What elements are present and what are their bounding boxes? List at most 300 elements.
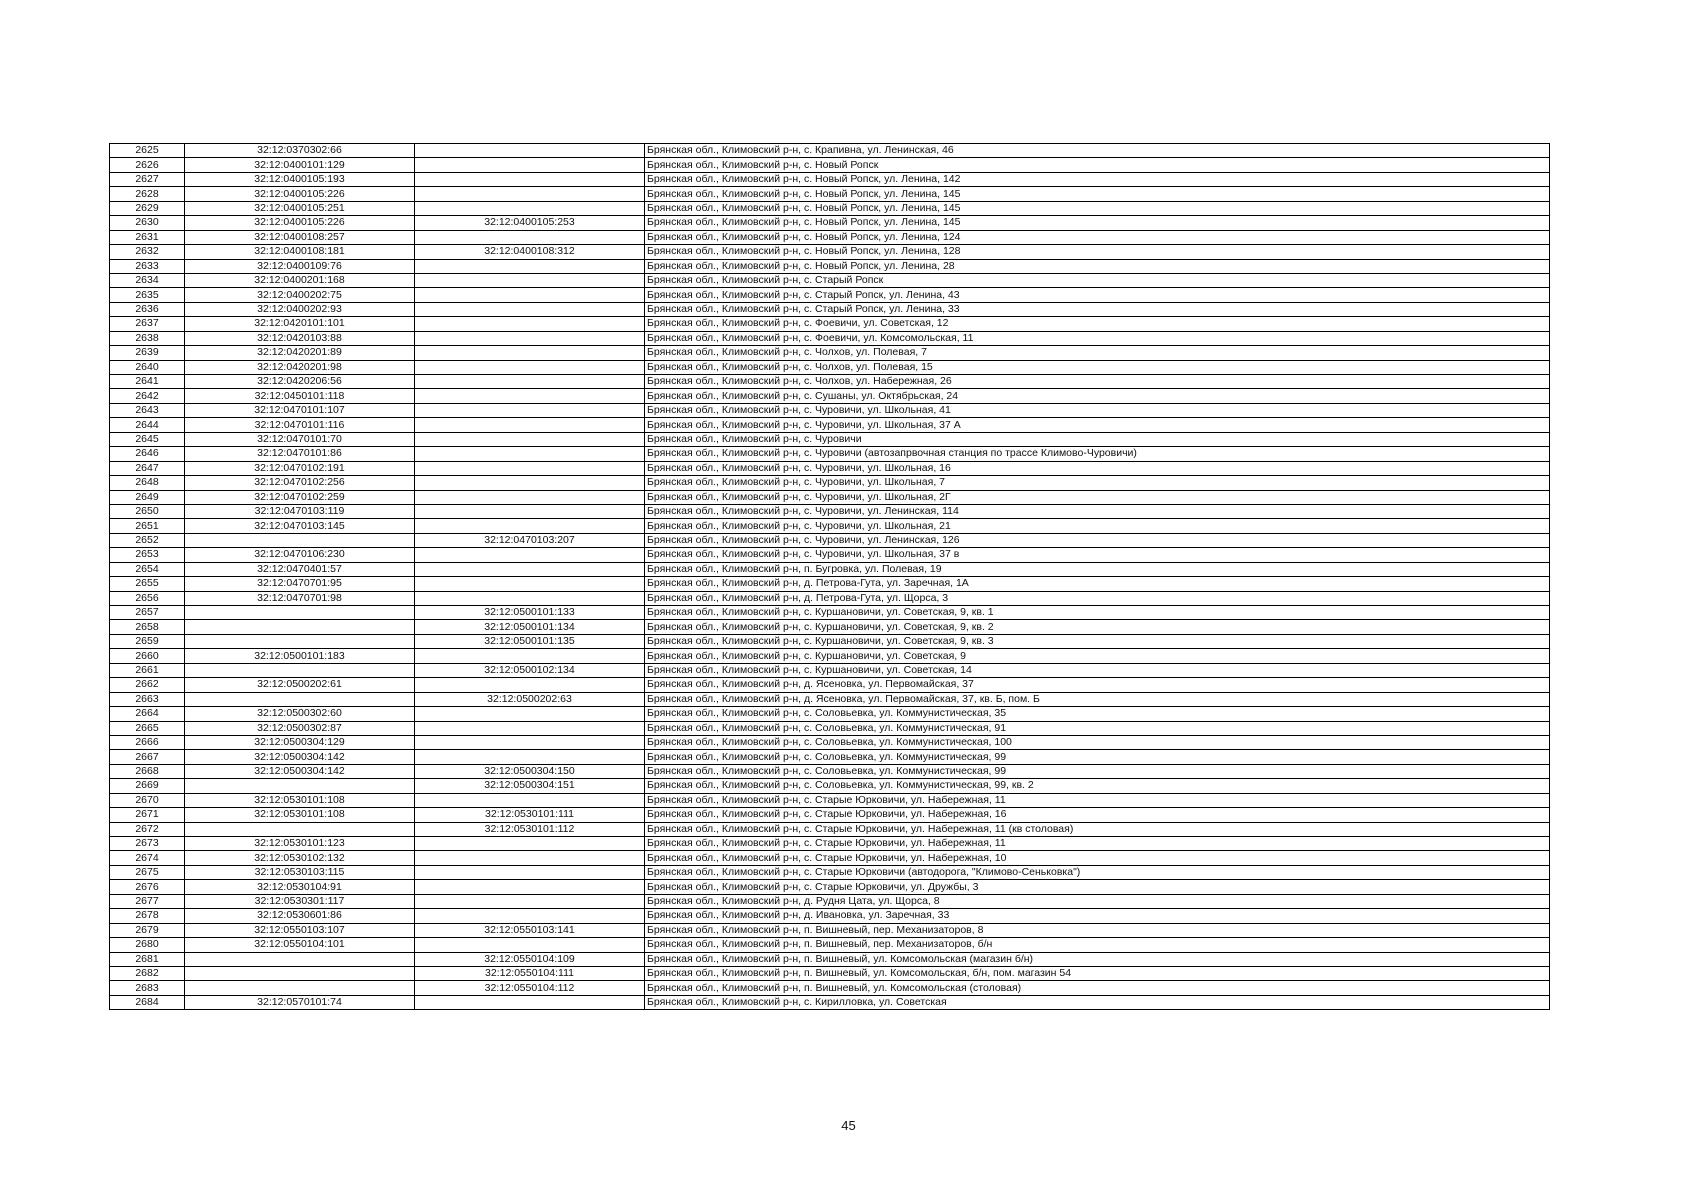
related-cadastral-number-cell [415,909,645,923]
row-number-cell: 2650 [110,504,185,518]
related-cadastral-number-cell [415,201,645,215]
table-row [110,216,1550,230]
row-number-cell: 2654 [110,562,185,576]
table-row [110,230,1550,244]
related-cadastral-number-cell: 32:12:0500102:134 [415,663,645,677]
address-cell: Брянская обл., Климовский р-н, с. Чуровичи, ул. Школьная, 2Г [645,490,1550,504]
cadastral-number-cell: 32:12:0500101:183 [185,649,415,663]
address-cell: Брянская обл., Климовский р-н, с. Старые Юрковичи, ул. Набережная, 11 [645,837,1550,851]
address-cell: Брянская обл., Климовский р-н, с. Фоевичи, ул. Комсомольская, 11 [645,331,1550,345]
row-number-cell: 2632 [110,245,185,259]
address-cell: Брянская обл., Климовский р-н, д. Петрова-Гута, ул. Заречная, 1А [645,577,1550,591]
table-row [110,360,1550,374]
table-row [110,302,1550,316]
address-cell: Брянская обл., Климовский р-н, с. Новый Ропск, ул. Ленина, 145 [645,187,1550,201]
row-number-cell: 2658 [110,620,185,634]
row-number-cell: 2657 [110,606,185,620]
related-cadastral-number-cell [415,259,645,273]
table-row [110,447,1550,461]
address-cell: Брянская обл., Климовский р-н, с. Куршановичи, ул. Советская, 9, кв. 2 [645,620,1550,634]
row-number-cell: 2636 [110,302,185,316]
cadastral-number-cell [185,533,415,547]
address-cell: Брянская обл., Климовский р-н, п. Вишневый, пер. Механизаторов, 8 [645,923,1550,937]
cadastral-number-cell: 32:12:0500304:129 [185,735,415,749]
related-cadastral-number-cell [415,158,645,172]
related-cadastral-number-cell [415,331,645,345]
related-cadastral-number-cell [415,678,645,692]
table-row [110,201,1550,215]
table-row [110,764,1550,778]
address-cell: Брянская обл., Климовский р-н, п. Вишневый, пер. Механизаторов, б/н [645,938,1550,952]
table-row [110,158,1550,172]
related-cadastral-number-cell [415,288,645,302]
cadastral-number-cell [185,606,415,620]
table-row [110,144,1550,158]
related-cadastral-number-cell [415,375,645,389]
cadastral-number-cell: 32:12:0450101:118 [185,389,415,403]
address-cell: Брянская обл., Климовский р-н, с. Новый Ропск, ул. Ленина, 145 [645,216,1550,230]
related-cadastral-number-cell [415,721,645,735]
row-number-cell: 2659 [110,634,185,648]
cadastral-number-cell [185,692,415,706]
address-cell: Брянская обл., Климовский р-н, с. Чуровичи, ул. Школьная, 37 в [645,548,1550,562]
related-cadastral-number-cell [415,880,645,894]
cadastral-number-cell: 32:12:0570101:74 [185,995,415,1009]
row-number-cell: 2641 [110,375,185,389]
related-cadastral-number-cell [415,995,645,1009]
cadastral-number-cell: 32:12:0400105:226 [185,187,415,201]
address-cell: Брянская обл., Климовский р-н, с. Чуровичи [645,432,1550,446]
related-cadastral-number-cell [415,144,645,158]
table-row [110,822,1550,836]
cadastral-number-cell: 32:12:0530101:108 [185,808,415,822]
related-cadastral-number-cell [415,865,645,879]
row-number-cell: 2663 [110,692,185,706]
table-row [110,837,1550,851]
related-cadastral-number-cell: 32:12:0500304:150 [415,764,645,778]
row-number-cell: 2638 [110,331,185,345]
row-number-cell: 2630 [110,216,185,230]
cadastral-number-cell [185,620,415,634]
cadastral-number-cell: 32:12:0530102:132 [185,851,415,865]
related-cadastral-number-cell [415,548,645,562]
address-cell: Брянская обл., Климовский р-н, с. Чуровичи, ул. Школьная, 7 [645,476,1550,490]
row-number-cell: 2649 [110,490,185,504]
address-cell: Брянская обл., Климовский р-н, с. Новый Ропск, ул. Ленина, 142 [645,172,1550,186]
related-cadastral-number-cell [415,389,645,403]
cadastral-number-cell [185,822,415,836]
page-number: 45 [841,1118,856,1133]
related-cadastral-number-cell [415,317,645,331]
row-number-cell: 2675 [110,865,185,879]
table-row [110,418,1550,432]
related-cadastral-number-cell [415,750,645,764]
address-cell: Брянская обл., Климовский р-н, с. Старые Юрковичи, ул. Набережная, 11 (кв столовая) [645,822,1550,836]
table-row [110,346,1550,360]
cadastral-number-cell: 32:12:0470401:57 [185,562,415,576]
row-number-cell: 2628 [110,187,185,201]
cadastral-number-cell: 32:12:0530103:115 [185,865,415,879]
row-number-cell: 2665 [110,721,185,735]
row-number-cell: 2653 [110,548,185,562]
address-cell: Брянская обл., Климовский р-н, п. Вишневый, ул. Комсомольская (магазин б/н) [645,952,1550,966]
table-row [110,461,1550,475]
cadastral-number-cell: 32:12:0400201:168 [185,273,415,287]
table-row [110,938,1550,952]
table-row [110,663,1550,677]
related-cadastral-number-cell [415,649,645,663]
table-row [110,606,1550,620]
row-number-cell: 2646 [110,447,185,461]
address-cell: Брянская обл., Климовский р-н, с. Новый Ропск [645,158,1550,172]
cadastral-number-cell: 32:12:0400202:75 [185,288,415,302]
address-cell: Брянская обл., Климовский р-н, с. Чолхов, ул. Набережная, 26 [645,375,1550,389]
address-cell: Брянская обл., Климовский р-н, с. Старый Ропск, ул. Ленина, 43 [645,288,1550,302]
table-row [110,562,1550,576]
related-cadastral-number-cell: 32:12:0530101:112 [415,822,645,836]
address-cell: Брянская обл., Климовский р-н, д. Ясеновка, ул. Первомайская, 37 [645,678,1550,692]
related-cadastral-number-cell: 32:12:0400108:312 [415,245,645,259]
table-row [110,288,1550,302]
related-cadastral-number-cell [415,461,645,475]
row-number-cell: 2631 [110,230,185,244]
related-cadastral-number-cell: 32:12:0500101:133 [415,606,645,620]
cadastral-number-cell: 32:12:0470102:256 [185,476,415,490]
row-number-cell: 2671 [110,808,185,822]
related-cadastral-number-cell [415,447,645,461]
table-row [110,966,1550,980]
cadastral-number-cell: 32:12:0470103:145 [185,519,415,533]
address-cell: Брянская обл., Климовский р-н, с. Соловьевка, ул. Коммунистическая, 99 [645,764,1550,778]
address-cell: Брянская обл., Климовский р-н, с. Старый Ропск, ул. Ленина, 33 [645,302,1550,316]
related-cadastral-number-cell [415,346,645,360]
cadastral-number-cell: 32:12:0550103:107 [185,923,415,937]
table-row [110,504,1550,518]
table-row [110,375,1550,389]
address-cell: Брянская обл., Климовский р-н, с. Новый Ропск, ул. Ленина, 124 [645,230,1550,244]
table-row [110,995,1550,1009]
row-number-cell: 2635 [110,288,185,302]
row-number-cell: 2645 [110,432,185,446]
cadastral-number-cell [185,663,415,677]
row-number-cell: 2668 [110,764,185,778]
related-cadastral-number-cell [415,360,645,374]
cadastral-number-cell: 32:12:0530101:108 [185,793,415,807]
cadastral-number-cell: 32:12:0420201:98 [185,360,415,374]
related-cadastral-number-cell [415,894,645,908]
related-cadastral-number-cell [415,418,645,432]
related-cadastral-number-cell: 32:12:0500202:63 [415,692,645,706]
related-cadastral-number-cell: 32:12:0550104:111 [415,966,645,980]
cadastral-number-cell: 32:12:0530104:91 [185,880,415,894]
address-cell: Брянская обл., Климовский р-н, с. Старые Юрковичи, ул. Набережная, 11 [645,793,1550,807]
row-number-cell: 2667 [110,750,185,764]
table-row [110,519,1550,533]
table-row [110,692,1550,706]
table-row [110,490,1550,504]
cadastral-number-cell [185,952,415,966]
address-cell: Брянская обл., Климовский р-н, п. Вишневый, ул. Комсомольская, б/н, пом. магазин 54 [645,966,1550,980]
address-cell: Брянская обл., Климовский р-н, с. Чуровичи, ул. Школьная, 37 А [645,418,1550,432]
related-cadastral-number-cell: 32:12:0550104:109 [415,952,645,966]
table-row [110,245,1550,259]
table-row [110,187,1550,201]
related-cadastral-number-cell [415,938,645,952]
table-row [110,577,1550,591]
cadastral-number-cell: 32:12:0420201:89 [185,346,415,360]
row-number-cell: 2660 [110,649,185,663]
table-row [110,403,1550,417]
table-row [110,880,1550,894]
cadastral-number-cell [185,779,415,793]
related-cadastral-number-cell [415,504,645,518]
address-cell: Брянская обл., Климовский р-н, с. Соловьевка, ул. Коммунистическая, 99 [645,750,1550,764]
address-cell: Брянская обл., Климовский р-н, с. Куршановичи, ул. Советская, 14 [645,663,1550,677]
row-number-cell: 2681 [110,952,185,966]
row-number-cell: 2648 [110,476,185,490]
address-cell: Брянская обл., Климовский р-н, с. Крапивна, ул. Ленинская, 46 [645,144,1550,158]
related-cadastral-number-cell [415,707,645,721]
address-cell: Брянская обл., Климовский р-н, с. Чуровичи, ул. Школьная, 21 [645,519,1550,533]
row-number-cell: 2676 [110,880,185,894]
address-cell: Брянская обл., Климовский р-н, с. Сушаны, ул. Октябрьская, 24 [645,389,1550,403]
row-number-cell: 2651 [110,519,185,533]
related-cadastral-number-cell [415,591,645,605]
related-cadastral-number-cell [415,302,645,316]
table-row [110,923,1550,937]
related-cadastral-number-cell [415,735,645,749]
row-number-cell: 2661 [110,663,185,677]
address-cell: Брянская обл., Климовский р-н, с. Чуровичи, ул. Ленинская, 114 [645,504,1550,518]
address-cell: Брянская обл., Климовский р-н, с. Чуровичи (автозапрвочная станция по трассе Климово-Чуровичи) [645,447,1550,461]
cadastral-number-cell: 32:12:0400101:129 [185,158,415,172]
table-row [110,259,1550,273]
cadastral-number-cell: 32:12:0470101:116 [185,418,415,432]
cadastral-number-cell: 32:12:0400105:251 [185,201,415,215]
related-cadastral-number-cell [415,403,645,417]
row-number-cell: 2682 [110,966,185,980]
row-number-cell: 2664 [110,707,185,721]
cadastral-number-cell: 32:12:0500202:61 [185,678,415,692]
cadastral-number-cell: 32:12:0470106:230 [185,548,415,562]
cadastral-number-cell: 32:12:0400108:257 [185,230,415,244]
cadastral-number-cell: 32:12:0470701:98 [185,591,415,605]
table-row [110,678,1550,692]
related-cadastral-number-cell [415,432,645,446]
address-cell: Брянская обл., Климовский р-н, п. Вишневый, ул. Комсомольская (столовая) [645,981,1550,995]
cadastral-number-cell: 32:12:0470101:107 [185,403,415,417]
row-number-cell: 2677 [110,894,185,908]
table-row [110,793,1550,807]
address-cell: Брянская обл., Климовский р-н, с. Соловьевка, ул. Коммунистическая, 100 [645,735,1550,749]
table-row [110,172,1550,186]
related-cadastral-number-cell [415,490,645,504]
related-cadastral-number-cell [415,577,645,591]
row-number-cell: 2639 [110,346,185,360]
address-cell: Брянская обл., Климовский р-н, с. Чуровичи, ул. Школьная, 16 [645,461,1550,475]
row-number-cell: 2679 [110,923,185,937]
address-cell: Брянская обл., Климовский р-н, д. Ясеновка, ул. Первомайская, 37, кв. Б, пом. Б [645,692,1550,706]
row-number-cell: 2678 [110,909,185,923]
table-row [110,273,1550,287]
address-cell: Брянская обл., Климовский р-н, с. Старые Юрковичи, ул. Набережная, 16 [645,808,1550,822]
cadastral-number-cell: 32:12:0500304:142 [185,750,415,764]
cadastral-number-cell [185,981,415,995]
table-row [110,851,1550,865]
table-row [110,721,1550,735]
row-number-cell: 2683 [110,981,185,995]
cadastral-number-cell: 32:12:0400202:93 [185,302,415,316]
cadastral-number-cell: 32:12:0470102:191 [185,461,415,475]
related-cadastral-number-cell [415,851,645,865]
cadastral-number-cell: 32:12:0470101:70 [185,432,415,446]
address-cell: Брянская обл., Климовский р-н, с. Новый Ропск, ул. Ленина, 128 [645,245,1550,259]
related-cadastral-number-cell: 32:12:0550104:112 [415,981,645,995]
table-row [110,317,1550,331]
related-cadastral-number-cell: 32:12:0470103:207 [415,533,645,547]
row-number-cell: 2643 [110,403,185,417]
table-row [110,735,1550,749]
related-cadastral-number-cell [415,187,645,201]
table-row [110,750,1550,764]
row-number-cell: 2656 [110,591,185,605]
cadastral-number-cell: 32:12:0400108:181 [185,245,415,259]
cadastral-number-cell: 32:12:0550104:101 [185,938,415,952]
cadastral-number-cell [185,634,415,648]
row-number-cell: 2644 [110,418,185,432]
address-cell: Брянская обл., Климовский р-н, д. Ивановка, ул. Заречная, 33 [645,909,1550,923]
table-row [110,548,1550,562]
address-cell: Брянская обл., Климовский р-н, с. Фоевичи, ул. Советская, 12 [645,317,1550,331]
cadastral-number-cell: 32:12:0530101:123 [185,837,415,851]
address-cell: Брянская обл., Климовский р-н, с. Куршановичи, ул. Советская, 9 [645,649,1550,663]
property-table [109,143,1550,1010]
table-row [110,591,1550,605]
row-number-cell: 2626 [110,158,185,172]
cadastral-number-cell: 32:12:0500302:60 [185,707,415,721]
table-row [110,707,1550,721]
table-row [110,808,1550,822]
address-cell: Брянская обл., Климовский р-н, с. Чуровичи, ул. Школьная, 41 [645,403,1550,417]
related-cadastral-number-cell [415,230,645,244]
cadastral-number-cell: 32:12:0500302:87 [185,721,415,735]
cadastral-number-cell: 32:12:0470103:119 [185,504,415,518]
related-cadastral-number-cell [415,793,645,807]
related-cadastral-number-cell: 32:12:0500101:134 [415,620,645,634]
row-number-cell: 2680 [110,938,185,952]
address-cell: Брянская обл., Климовский р-н, п. Бугровка, ул. Полевая, 19 [645,562,1550,576]
row-number-cell: 2670 [110,793,185,807]
cadastral-number-cell: 32:12:0370302:66 [185,144,415,158]
row-number-cell: 2652 [110,533,185,547]
related-cadastral-number-cell [415,172,645,186]
table-row [110,649,1550,663]
table-row [110,779,1550,793]
table-row [110,634,1550,648]
address-cell: Брянская обл., Климовский р-н, д. Петрова-Гута, ул. Щорса, 3 [645,591,1550,605]
related-cadastral-number-cell: 32:12:0530101:111 [415,808,645,822]
cadastral-number-cell: 32:12:0470102:259 [185,490,415,504]
row-number-cell: 2669 [110,779,185,793]
cadastral-number-cell: 32:12:0470701:95 [185,577,415,591]
table-row [110,432,1550,446]
cadastral-number-cell: 32:12:0530601:86 [185,909,415,923]
table-row [110,389,1550,403]
related-cadastral-number-cell: 32:12:0500101:135 [415,634,645,648]
row-number-cell: 2672 [110,822,185,836]
cadastral-number-cell: 32:12:0530301:117 [185,894,415,908]
address-cell: Брянская обл., Климовский р-н, с. Чолхов, ул. Полевая, 7 [645,346,1550,360]
table-row [110,476,1550,490]
address-cell: Брянская обл., Климовский р-н, с. Куршановичи, ул. Советская, 9, кв. 1 [645,606,1550,620]
row-number-cell: 2666 [110,735,185,749]
row-number-cell: 2634 [110,273,185,287]
row-number-cell: 2640 [110,360,185,374]
row-number-cell: 2627 [110,172,185,186]
address-cell: Брянская обл., Климовский р-н, с. Соловьевка, ул. Коммунистическая, 35 [645,707,1550,721]
related-cadastral-number-cell: 32:12:0500304:151 [415,779,645,793]
cadastral-number-cell: 32:12:0400105:193 [185,172,415,186]
table-row [110,620,1550,634]
table-row [110,894,1550,908]
cadastral-number-cell: 32:12:0400109:76 [185,259,415,273]
row-number-cell: 2662 [110,678,185,692]
related-cadastral-number-cell [415,562,645,576]
row-number-cell: 2684 [110,995,185,1009]
table-row [110,909,1550,923]
row-number-cell: 2655 [110,577,185,591]
address-cell: Брянская обл., Климовский р-н, с. Кирилловка, ул. Советская [645,995,1550,1009]
table-row [110,865,1550,879]
cadastral-number-cell: 32:12:0500304:142 [185,764,415,778]
cadastral-number-cell: 32:12:0470101:86 [185,447,415,461]
cadastral-number-cell: 32:12:0420103:88 [185,331,415,345]
table-row [110,981,1550,995]
address-cell: Брянская обл., Климовский р-н, с. Старые Юрковичи (автодорога, "Климово-Сеньковка") [645,865,1550,879]
row-number-cell: 2674 [110,851,185,865]
address-cell: Брянская обл., Климовский р-н, с. Куршановичи, ул. Советская, 9, кв. 3 [645,634,1550,648]
cadastral-number-cell: 32:12:0400105:226 [185,216,415,230]
related-cadastral-number-cell: 32:12:0400105:253 [415,216,645,230]
address-cell: Брянская обл., Климовский р-н, с. Старый Ропск [645,273,1550,287]
related-cadastral-number-cell [415,273,645,287]
related-cadastral-number-cell: 32:12:0550103:141 [415,923,645,937]
row-number-cell: 2673 [110,837,185,851]
row-number-cell: 2647 [110,461,185,475]
table-row [110,952,1550,966]
row-number-cell: 2642 [110,389,185,403]
address-cell: Брянская обл., Климовский р-н, с. Чолхов, ул. Полевая, 15 [645,360,1550,374]
address-cell: Брянская обл., Климовский р-н, с. Старые Юрковичи, ул. Дружбы, 3 [645,880,1550,894]
table-row [110,533,1550,547]
cadastral-number-cell [185,966,415,980]
address-cell: Брянская обл., Климовский р-н, с. Соловьевка, ул. Коммунистическая, 91 [645,721,1550,735]
table-body [110,144,1550,1010]
address-cell: Брянская обл., Климовский р-н, с. Старые Юрковичи, ул. Набережная, 10 [645,851,1550,865]
address-cell: Брянская обл., Климовский р-н, с. Чуровичи, ул. Ленинская, 126 [645,533,1550,547]
row-number-cell: 2637 [110,317,185,331]
cadastral-number-cell: 32:12:0420101:101 [185,317,415,331]
address-cell: Брянская обл., Климовский р-н, с. Новый Ропск, ул. Ленина, 145 [645,201,1550,215]
address-cell: Брянская обл., Климовский р-н, д. Рудня Цата, ул. Щорса, 8 [645,894,1550,908]
related-cadastral-number-cell [415,519,645,533]
related-cadastral-number-cell [415,837,645,851]
row-number-cell: 2633 [110,259,185,273]
table-row [110,331,1550,345]
address-cell: Брянская обл., Климовский р-н, с. Новый Ропск, ул. Ленина, 28 [645,259,1550,273]
address-cell: Брянская обл., Климовский р-н, с. Соловьевка, ул. Коммунистическая, 99, кв. 2 [645,779,1550,793]
related-cadastral-number-cell [415,476,645,490]
